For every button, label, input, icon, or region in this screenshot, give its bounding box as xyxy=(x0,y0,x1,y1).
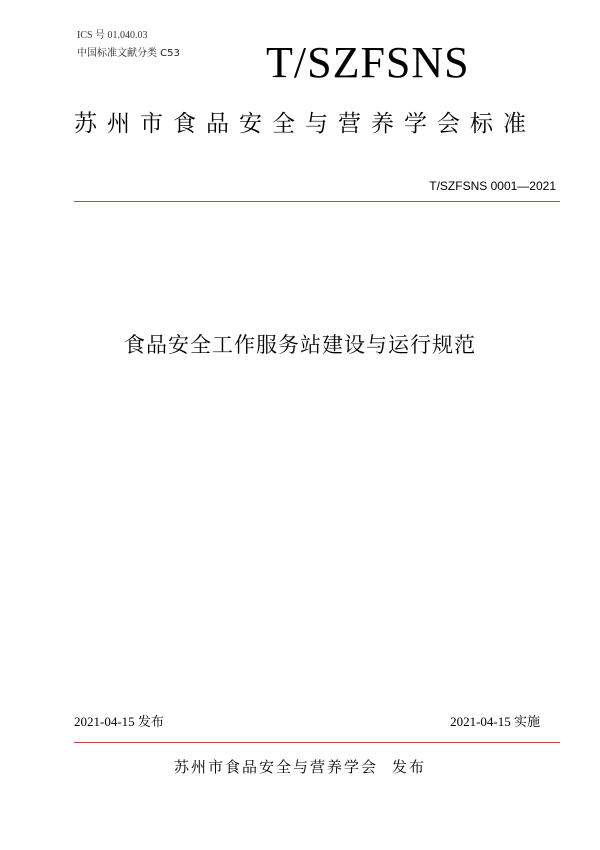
publish-date: 2021-04-15 发布 xyxy=(74,714,164,729)
publisher-name: 苏州市食品安全与营养学会 xyxy=(173,758,378,776)
organization-standard-title: 苏州市食品安全与营养学会标准 xyxy=(74,111,536,137)
publisher-suffix: 发布 xyxy=(392,758,427,776)
top-divider xyxy=(74,201,560,202)
document-title: 食品安全工作服务站建设与运行规范 xyxy=(124,333,476,357)
publisher-line xyxy=(0,757,600,777)
ccs-classification: 中国标准文献分类 C53 xyxy=(77,48,180,59)
standard-code-logo: T/SZFSNS xyxy=(266,38,470,87)
implement-date: 2021-04-15 实施 xyxy=(450,714,540,729)
bottom-divider xyxy=(74,742,560,743)
ics-number: ICS 号 01.040.03 xyxy=(77,30,148,41)
standard-number: T/SZFSNS 0001—2021 xyxy=(429,179,556,193)
